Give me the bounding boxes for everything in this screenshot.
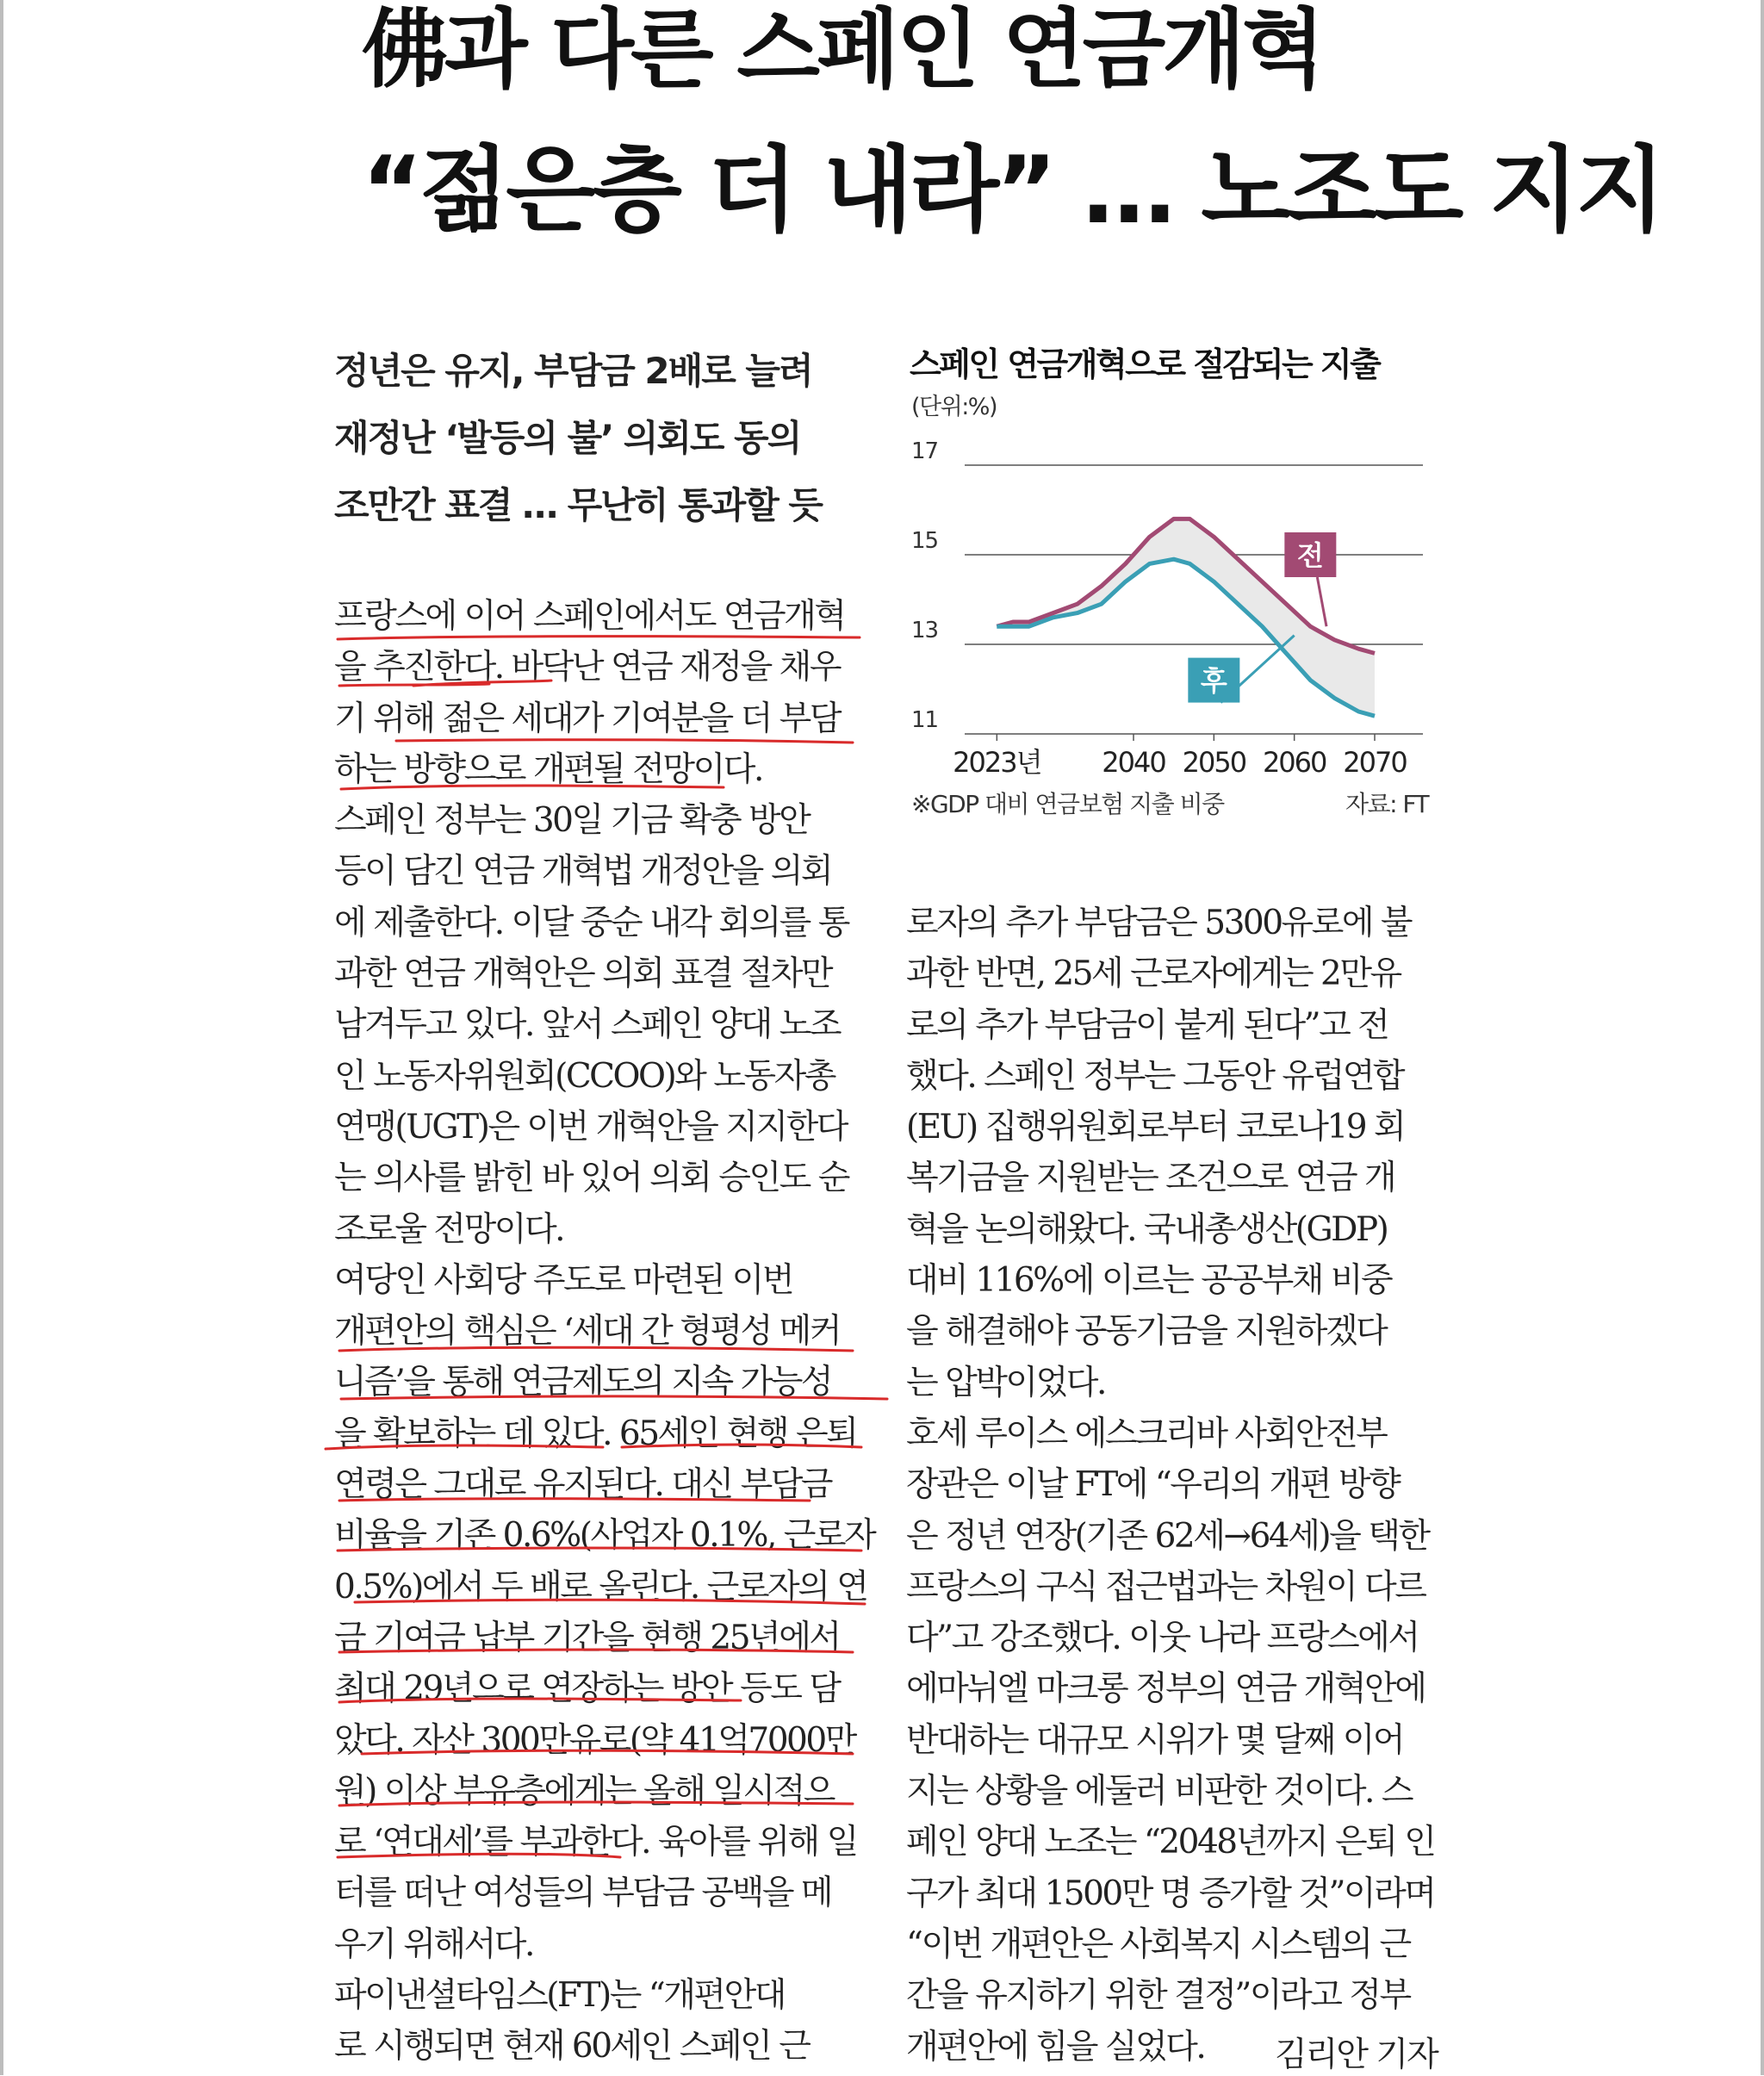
text-line: 여당인 사회당 주도로 마련된 이번 [334, 1260, 793, 1300]
headline-line-2: “젊은층 더 내라” … 노조도 지지 [362, 137, 1662, 245]
text-line: 지는 상황을 에둘러 비판한 것이다. 스 [906, 1772, 1412, 1812]
text-line: 조로울 전망이다. [334, 1209, 564, 1249]
text-line: 로 ‘연대세’를 부과한다. 육아를 위해 일 [334, 1823, 857, 1862]
text-line: 과한 반면, 25세 근로자에게는 2만유 [906, 954, 1401, 994]
text-line: 복기금을 지원받는 조건으로 연금 개 [906, 1159, 1395, 1198]
text-line: 았다. 자산 300만유로(약 41억7000만 [334, 1720, 855, 1760]
byline: 김리안 기자 [1275, 2036, 1438, 2074]
text-line: 0.5%)에서 두 배로 올린다. 근로자의 연 [334, 1567, 867, 1607]
text-line: 로 시행되면 현재 60세인 스페인 근 [334, 2027, 810, 2067]
chart-unit: (단위:%) [911, 394, 997, 420]
text-line: 는 의사를 밝힌 바 있어 의회 승인도 순 [334, 1159, 848, 1198]
line-chart [896, 431, 1430, 775]
article-column-left [334, 591, 875, 2073]
text-line: 구가 최대 1500만 명 증가할 것”이라며 [906, 1874, 1435, 1913]
series-label: 후 [1200, 664, 1227, 698]
text-line: 하는 방향으로 개편될 전망이다. [334, 749, 762, 789]
text-line: 은 정년 연장(기존 62세→64세)을 택한 [906, 1516, 1429, 1556]
chart-title: 스페인 연금개혁으로 절감되는 지출 [910, 345, 1380, 383]
text-line: 스페인 정부는 30일 기금 확충 방안 [334, 801, 810, 841]
subheadline-line: 재정난 ‘발등의 불’ 의회도 동의 [334, 417, 801, 459]
paragraph [334, 1255, 875, 1970]
x-tick-label: 2060 [1262, 746, 1326, 775]
text-line: 니즘’을 통해 연금제도의 지속 가능성 [334, 1363, 832, 1402]
text-line: “이번 개편안은 사회복지 시스템의 근 [906, 1924, 1410, 1964]
text-line: 비율을 기존 0.6%(사업자 0.1%, 근로자 [334, 1516, 875, 1556]
text-line: 혁을 논의해왔다. 국내총생산(GDP) [906, 1209, 1388, 1249]
text-line: 을 확보하는 데 있다. 65세인 현행 은퇴 [334, 1414, 857, 1453]
paragraph [334, 591, 868, 795]
text-line: 프랑스에 이어 스페인에서도 연금개혁 [334, 597, 845, 636]
x-tick-label: 2040 [1102, 746, 1165, 775]
paragraph [334, 1970, 868, 2073]
text-line: 을 추진한다. 바닥난 연금 재정을 채우 [334, 648, 840, 687]
text-line: 로자의 추가 부담금은 5300유로에 불 [906, 904, 1412, 942]
paragraph [334, 795, 868, 1255]
text-line: 는 압박이었다. [906, 1363, 1105, 1402]
text-line: 간을 유지하기 위한 결정”이라고 정부 [906, 1976, 1410, 2016]
x-tick-label: 2023년 [953, 746, 1041, 775]
text-line: 에 제출한다. 이달 중순 내각 회의를 통 [334, 903, 848, 942]
headline-line-1: 佛과 다른 스페인 연금개혁 [362, 0, 1322, 100]
chart-source: 자료: FT [1345, 790, 1429, 818]
text-line: 남겨두고 있다. 앞서 스페인 양대 노조 [334, 1005, 840, 1045]
paragraph [906, 1408, 1440, 2073]
text-line: 연맹(UGT)은 이번 개혁안을 지지한다 [334, 1107, 847, 1147]
text-line: 대비 116%에 이르는 공공부채 비중 [906, 1261, 1392, 1301]
text-line: 프랑스의 구식 접근법과는 차원이 다르 [906, 1567, 1425, 1607]
y-tick-label: 13 [911, 618, 939, 643]
text-line: 을 해결해야 공동기금을 지원하겠다 [906, 1312, 1387, 1352]
text-line: 페인 양대 노조는 “2048년까지 은퇴 인 [906, 1823, 1435, 1862]
text-line: 기 위해 젊은 세대가 기여분을 더 부담 [334, 699, 840, 738]
paragraph [906, 898, 1440, 1408]
text-line: 금 기여금 납부 기간을 현행 25년에서 [334, 1618, 840, 1657]
y-tick-label: 11 [911, 707, 939, 733]
series-label: 전 [1296, 539, 1324, 572]
text-line: 인 노동자위원회(CCOO)와 노동자총 [334, 1056, 835, 1096]
text-line: 과한 연금 개혁안은 의회 표결 절차만 [334, 954, 832, 994]
text-line: 원) 이상 부유층에게는 올해 일시적으 [334, 1771, 834, 1811]
page-border-left [0, 0, 3, 2075]
text-line: 최대 29년으로 연장하는 방안 등도 담 [334, 1669, 840, 1709]
text-line: 등이 담긴 연금 개혁법 개정안을 의회 [334, 852, 832, 892]
subheadline-line: 조만간 표결 … 무난히 통과할 듯 [334, 484, 822, 526]
page-border-right [1761, 0, 1764, 2075]
text-line: 개편안에 힘을 실었다. [906, 2027, 1205, 2067]
text-line: 파이낸셜타임스(FT)는 “개편안대 [334, 1976, 785, 2016]
text-line: 연령은 그대로 유지된다. 대신 부담금 [334, 1465, 832, 1505]
text-line: 장관은 이날 FT에 “우리의 개편 방향 [906, 1465, 1400, 1505]
text-line: 로의 추가 부담금이 붙게 된다”고 전 [906, 1005, 1388, 1045]
x-tick-label: 2050 [1182, 746, 1246, 775]
text-line: 터를 떠난 여성들의 부담금 공백을 메 [334, 1874, 832, 1913]
y-tick-label: 17 [911, 438, 939, 464]
y-tick-label: 15 [911, 528, 939, 554]
text-line: (EU) 집행위원회로부터 코로나19 회 [906, 1108, 1405, 1147]
subheadline [334, 338, 868, 539]
text-line: 개편안의 핵심은 ‘세대 간 형평성 메커 [334, 1312, 840, 1352]
article-column-right [906, 898, 1440, 2073]
text-line: 우기 위해서다. [334, 1924, 533, 1964]
x-tick-label: 2070 [1343, 746, 1407, 775]
subheadline-line: 정년은 유지, 부담금 2배로 늘려 [334, 350, 812, 392]
chart-note: ※GDP 대비 연금보험 지출 비중 [911, 790, 1224, 818]
text-line: 호세 루이스 에스크리바 사회안전부 [906, 1414, 1387, 1453]
text-line: 했다. 스페인 정부는 그동안 유럽연합 [906, 1056, 1404, 1096]
text-line: 반대하는 대규모 시위가 몇 달째 이어 [906, 1720, 1404, 1760]
text-line: 다”고 강조했다. 이웃 나라 프랑스에서 [906, 1619, 1419, 1658]
label-leader [1317, 577, 1326, 626]
text-line: 에마뉘엘 마크롱 정부의 연금 개혁안에 [906, 1669, 1425, 1709]
